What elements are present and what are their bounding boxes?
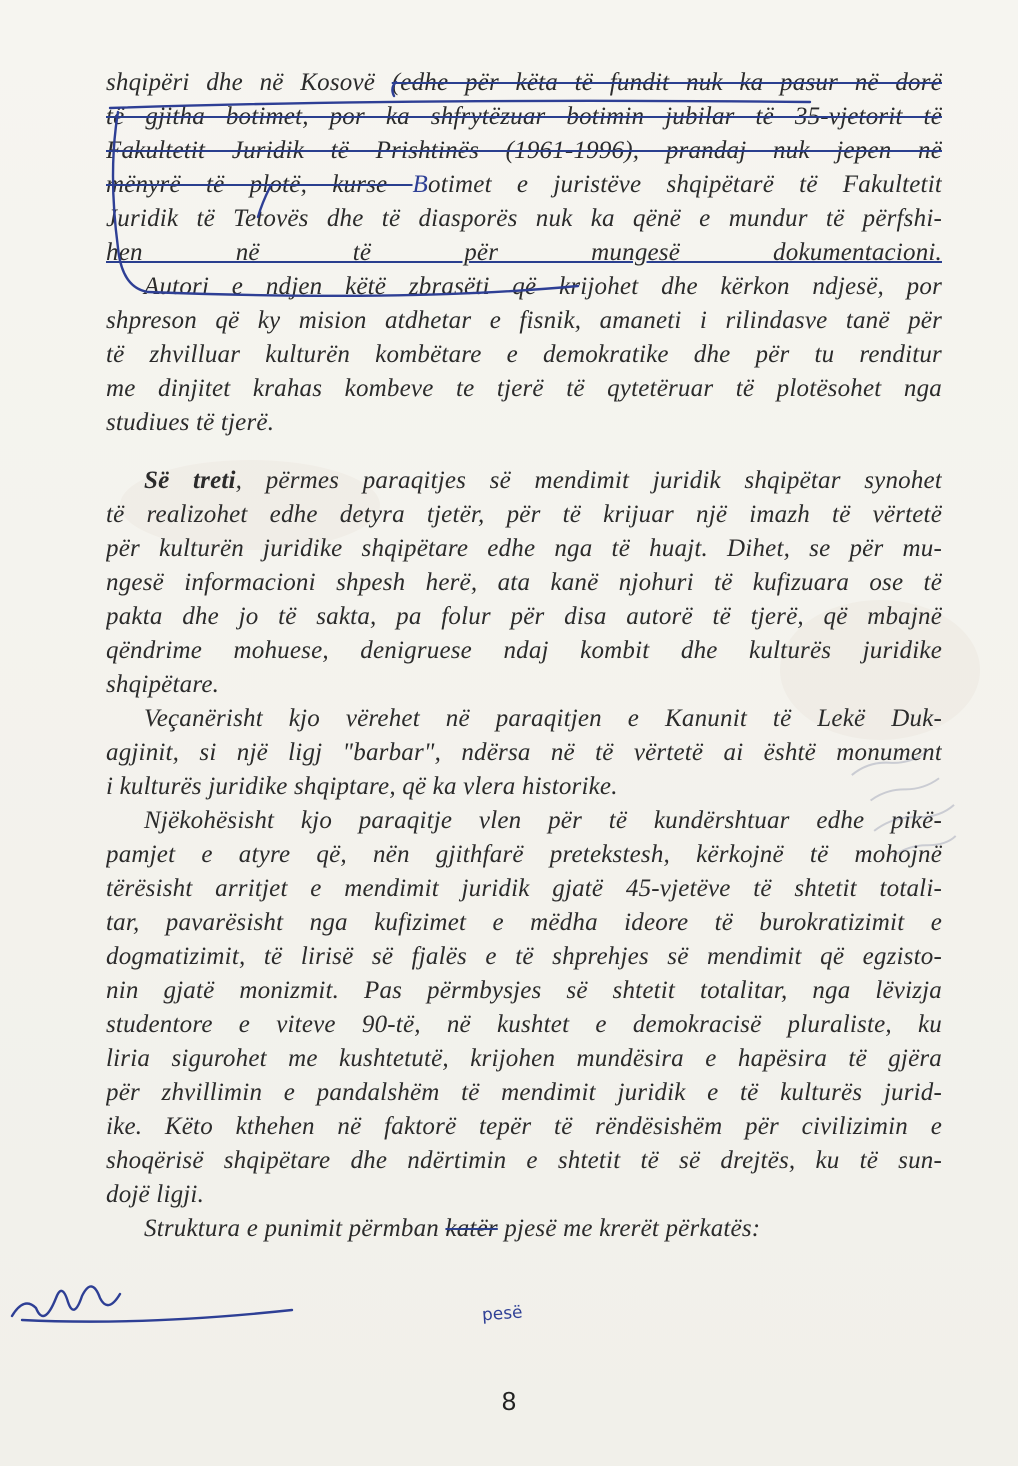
text-line [106, 1042, 942, 1076]
handwritten-correction: pesë [481, 1302, 524, 1326]
text-line [106, 770, 942, 804]
text-run: studentore e viteve 90-të, në kushtet e demokracisë pluraliste, ku [106, 1011, 942, 1038]
text-line [106, 804, 942, 838]
text-run: ike. Këto kthehen në faktorë tepër të rëndësishëm për civilizimin e [106, 1113, 942, 1140]
text-line [106, 66, 942, 100]
text-line [106, 838, 942, 872]
text-strike: mënyrë të plotë, kurse [106, 171, 413, 198]
text-run: shqipëri dhe në Kosovë [106, 69, 392, 96]
text-blue: B [412, 171, 429, 198]
text-run: tar, pavarësisht nga kufizimet e mëdha ideore të burokratizimit e [106, 909, 942, 936]
text-strike: katër [445, 1215, 498, 1242]
text-line [106, 464, 942, 498]
text-line [106, 906, 942, 940]
text-run: qëndrime mohuese, denigruese ndaj kombit dhe kulturës juridike [106, 637, 942, 664]
paragraph-gap [106, 440, 942, 464]
text-line [106, 1212, 942, 1246]
text-run: të zhvilluar kulturën kombëtare e demokratike dhe për tu renditur [106, 341, 942, 368]
text-run: pamjet e atyre që, nën gjithfarë pretekstesh, kërkojnë të mohojnë [106, 841, 942, 868]
text-run: të realizohet edhe detyra tjetër, për të krijuar një imazh të vërtetë [106, 501, 942, 528]
text-run: liria sigurohet me kushtetutë, krijohen mundësira e hapësira të gjëra [106, 1045, 942, 1072]
text-line [106, 270, 942, 304]
text-run: shoqërisë shqipëtare dhe ndërtimin e shtetit të së drejtës, ku të sun- [106, 1147, 942, 1174]
text-run: i kulturës juridike shqiptare, që ka vlera historike. [106, 773, 618, 800]
page-number: 8 [501, 1386, 517, 1416]
text-line [106, 600, 942, 634]
text-strike: (edhe për këta të fundit nuk ka pasur në dorë [391, 69, 942, 96]
text-line [106, 736, 942, 770]
body-text [106, 66, 942, 1246]
text-line [106, 1144, 942, 1178]
text-line [106, 566, 942, 600]
text-line [106, 372, 942, 406]
text-run: studiues të tjerë. [106, 409, 275, 436]
text-line [106, 406, 942, 440]
text-run: nin gjatë monizmit. Pas përmbysjes së shtetit totalitar, nga lëvizja [106, 977, 942, 1004]
text-run: për zhvillimin e pandalshëm të mendimit juridik e të kulturës jurid- [106, 1079, 942, 1106]
text-run: pjesë me krerët përkatës: [497, 1215, 761, 1242]
text-run: Njëkohësisht kjo paraqitje vlen për të kundërshtuar edhe pikë- [144, 807, 942, 834]
text-line [106, 304, 942, 338]
text-line [106, 498, 942, 532]
text-line [106, 532, 942, 566]
text-run: për kulturën juridike shqipëtare edhe nga të huajt. Dihet, se për mu- [106, 535, 942, 562]
text-line [106, 668, 942, 702]
text-run: otimet e juristëve shqipëtarë të Fakultetit [428, 171, 942, 198]
text-run: ngesë informacioni shpesh herë, ata kanë njohuri të kufizuara ose të [106, 569, 942, 596]
text-run: Autori e ndjen këtë zbrasëti që krijohet dhe kërkon ndjesë, por [144, 273, 942, 300]
text-line [106, 1076, 942, 1110]
text-line [106, 168, 942, 202]
text-run: pakta dhe jo të sakta, pa folur për disa autorë të tjerë, që mbajnë [106, 603, 942, 630]
text-run: tërësisht arritjet e mendimit juridik gjatë 45-vjetëve të shtetit totali- [106, 875, 942, 902]
text-line [106, 940, 942, 974]
text-run: dogmatizimit, të lirisë së fjalës e të shprehjes së mendimit që egzisto- [106, 943, 942, 970]
text-line [106, 202, 942, 236]
text-strike: të gjitha botimet, por ka shfrytëzuar botimin jubilar të 35-vjetorit të [106, 103, 942, 130]
text-line [106, 634, 942, 668]
text-line [106, 134, 942, 168]
text-line [106, 872, 942, 906]
text-run: dojë ligji. [106, 1181, 205, 1208]
text-line [106, 236, 942, 270]
text-bold: Së treti [144, 467, 236, 494]
signature-scribble-icon [2, 1276, 302, 1346]
text-line [106, 1110, 942, 1144]
text-under: hen në të për mungesë dokumentacioni. [106, 239, 942, 266]
text-line [106, 338, 942, 372]
text-run: shqipëtare. [106, 671, 220, 698]
text-run: Veçanërisht kjo vërehet në paraqitjen e Kanunit të Lekë Duk- [144, 705, 942, 732]
text-strike: Fakultetit Juridik të Prishtinës (1961-1996), prandaj nuk jepen në [106, 137, 942, 164]
text-run: me dinjitet krahas kombeve te tjerë të qytetëruar të plotësohet nga [106, 375, 942, 402]
text-line [106, 100, 942, 134]
text-run: agjinit, si një ligj "barbar", ndërsa në të vërtetë ai është monument [106, 739, 942, 766]
text-line [106, 1178, 942, 1212]
text-run: shpreson që ky mision atdhetar e fisnik, amaneti i rilindasve tanë për [106, 307, 942, 334]
text-run: Struktura e punimit përmban [144, 1215, 446, 1242]
text-line [106, 1008, 942, 1042]
text-line [106, 702, 942, 736]
text-run: , përmes paraqitjes së mendimit juridik shqipëtar synohet [235, 467, 942, 494]
text-run: Juridik të Tetovës dhe të diasporës nuk ka qënë e mundur të përfshi- [106, 205, 942, 232]
text-line [106, 974, 942, 1008]
